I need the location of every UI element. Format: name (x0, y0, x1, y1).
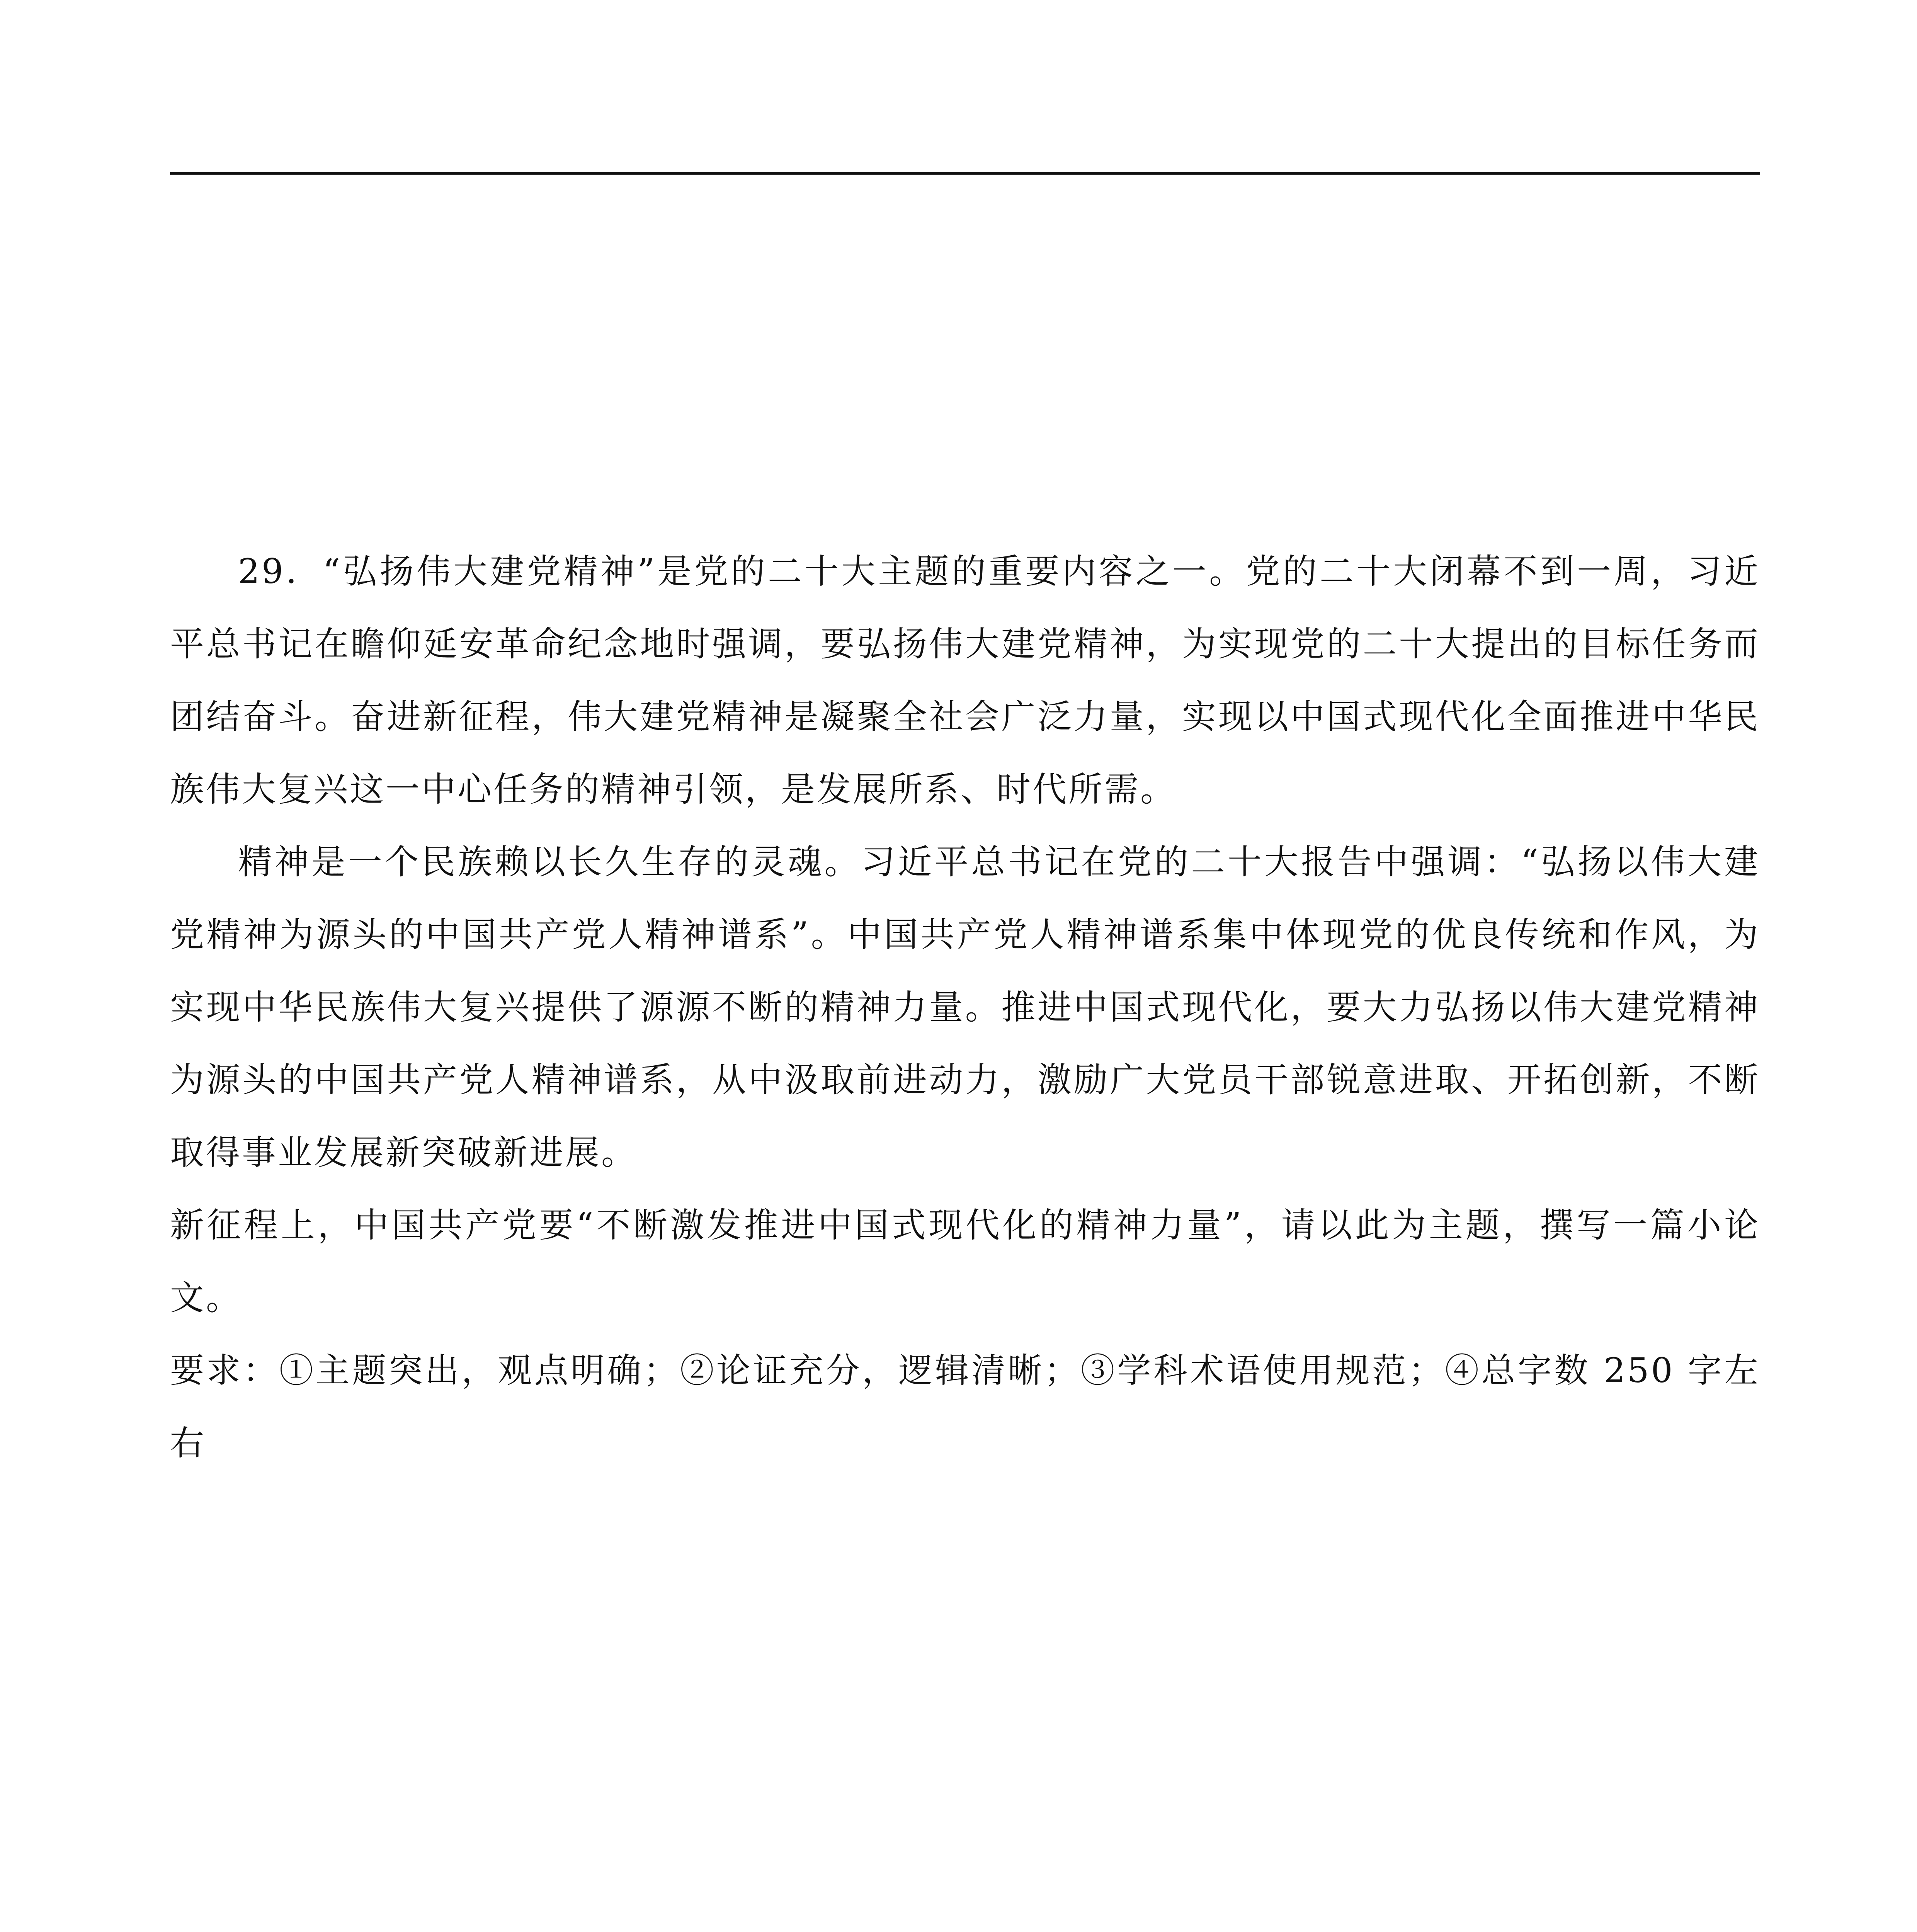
question-29 (170, 535, 1760, 1480)
question-material-paragraph: 精神是一个民族赖以长久生存的灵魂。习近平总书记在党的二十大报告中强调：“弘扬以伟大建党精神为源头的中国共产党人精神谱系”。中国共产党人精神谱系集中体现党的优良传统和作风，为实现中华民族伟大复兴提供了源源不断的精神力量。推进中国式现代化，要大力弘扬以伟大建党精神为源头的中国共产党人精神谱系，从中汲取前进动力，激励广大党员干部锐意进取、开拓创新，不断取得事业发展新突破新进展。 (170, 842, 1760, 1172)
question-task-paragraph: 新征程上，中国共产党要“不断激发推进中国式现代化的精神力量”，请以此为主题，撰写一篇小论文。 (170, 1205, 1760, 1318)
header-rule (170, 172, 1760, 175)
question-intro-paragraph: 29．“弘扬伟大建党精神”是党的二十大主题的重要内容之一。党的二十大闭幕不到一周，习近平总书记在瞻仰延安革命纪念地时强调，要弘扬伟大建党精神，为实现党的二十大提出的目标任务而团结奋斗。奋进新征程，伟大建党精神是凝聚全社会广泛力量，实现以中国式现代化全面推进中华民族伟大复兴这一中心任务的精神引领，是发展所系、时代所需。 (170, 551, 1760, 809)
question-requirements-paragraph: 要求：①主题突出，观点明确；②论证充分，逻辑清晰；③学科术语使用规范；④总字数 250 字左右 (170, 1350, 1760, 1463)
